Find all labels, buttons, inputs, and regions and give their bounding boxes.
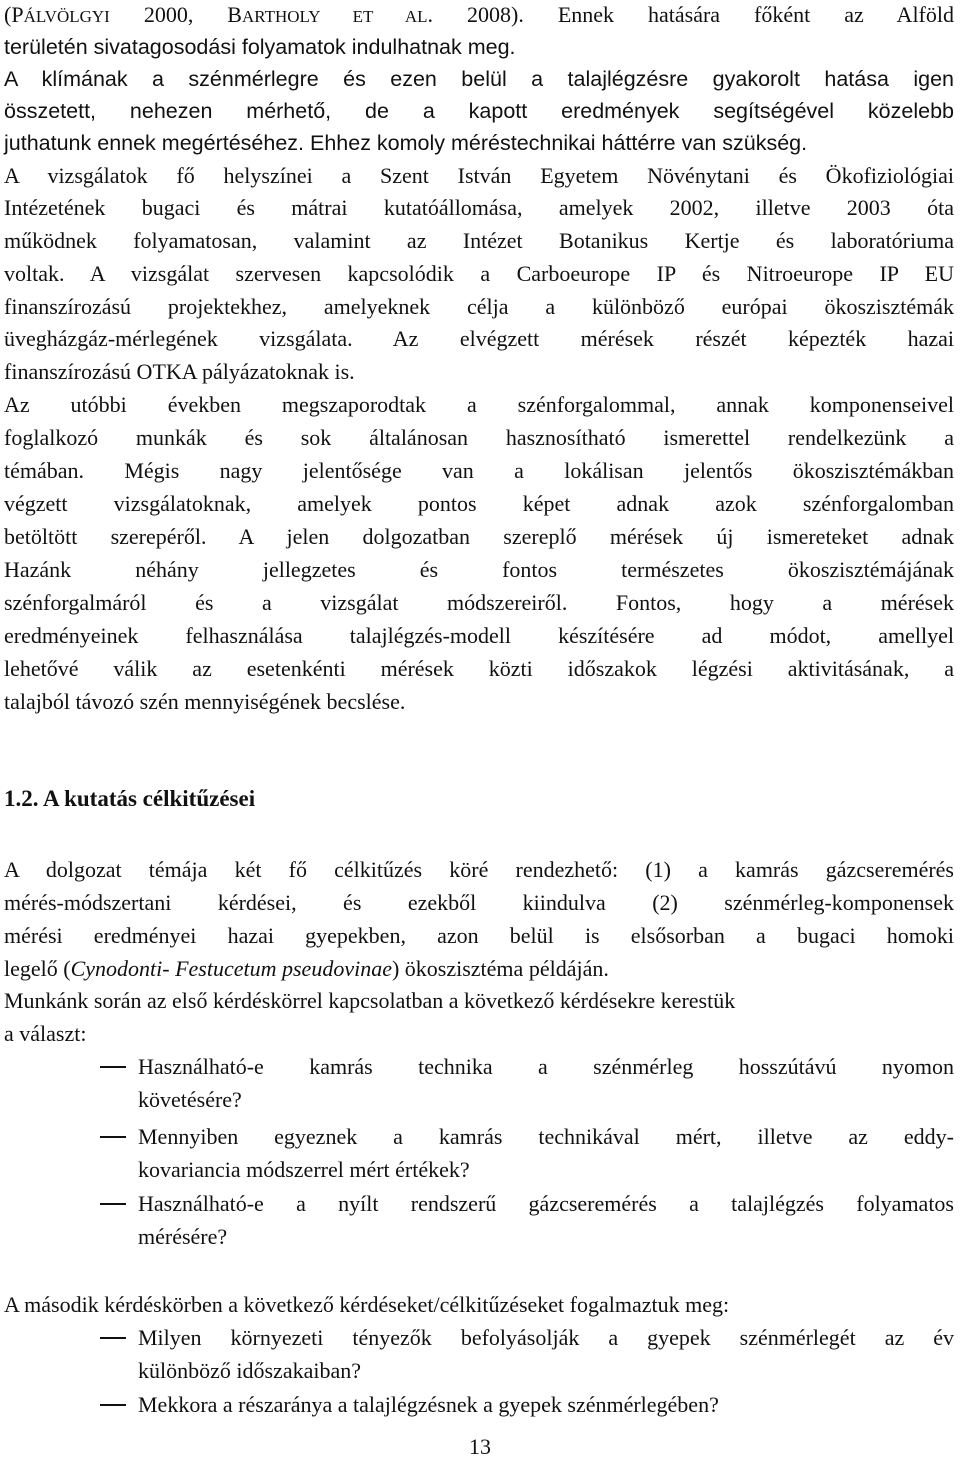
- text-line: A vizsgálatok fő helyszínei a Szent István Egyetem Növénytani és Ökofiziológiai: [4, 163, 954, 188]
- section-number: 1.2.: [4, 786, 39, 811]
- dash-bullet-icon: [100, 1404, 126, 1406]
- text-line: területén sivatagosodási folyamatok indulhatnak meg.: [4, 35, 516, 59]
- dash-bullet-icon: [100, 1136, 126, 1138]
- text-line: szénforgalmáról és a vizsgálat módszereiről. Fontos, hogy a mérések: [4, 590, 954, 615]
- text-line: finanszírozású OTKA pályázatoknak is.: [4, 359, 355, 384]
- text-line: Munkánk során az első kérdéskörrel kapcsolatban a következő kérdésekre kerestük: [4, 988, 736, 1013]
- text-line: foglalkozó munkák és sok általánosan hasznosítható ismerettel rendelkezünk a: [4, 425, 954, 450]
- text-line: Hazánk néhány jellegzetes és fontos természetes ökoszisztémájának: [4, 557, 954, 582]
- page-number: 13: [469, 1434, 491, 1459]
- species-name: Cynodonti- Festucetum pseudovinae: [70, 956, 392, 981]
- text-line: összetett, nehezen mérhető, de a kapott eredmények segítségével közelebb: [4, 99, 954, 123]
- text-line: legelő (Cynodonti- Festucetum pseudovinae) ökoszisztéma példáján.: [4, 956, 609, 981]
- text-line: (PÁLVÖLGYI 2000, BARTHOLY ET AL. 2008). Ennek hatására főként az Alföld: [4, 2, 954, 27]
- text-line: Intézetének bugaci és mátrai kutatóállomása, amelyek 2002, illetve 2003 óta: [4, 195, 954, 220]
- dash-bullet-icon: [100, 1203, 126, 1205]
- text-line: a választ:: [4, 1021, 87, 1046]
- text-line: üvegházgáz-mérlegének vizsgálata. Az elvégzett mérések részét képezték hazai: [4, 326, 954, 351]
- text-line: talajból távozó szén mennyiségének becslése.: [4, 689, 406, 714]
- text-line: A klímának a szénmérlegre és ezen belül a talajlégzésre gyakorolt hatása igen: [4, 67, 954, 91]
- text-line: juthatunk ennek megértéséhez. Ehhez komoly méréstechnikai háttérre van szükség.: [4, 131, 808, 155]
- text-line: mérési eredményei hazai gyepekben, azon belül is elsősorban a bugaci homoki: [4, 923, 954, 948]
- text-line: végzett vizsgálatoknak, amelyek pontos képet adnak azok szénforgalomban: [4, 491, 954, 516]
- section-title: A kutatás célkitűzései: [42, 786, 256, 811]
- text-line: lehetővé válik az esetenkénti mérések közti időszakok légzési aktivitásának, a: [4, 656, 954, 681]
- text-line: mérés-módszertani kérdései, és ezekből kiindulva (2) szénmérleg-komponensek: [4, 890, 954, 915]
- text-line: A dolgozat témája két fő célkitűzés köré rendezhető: (1) a kamrás gázcseremérés: [4, 857, 954, 882]
- section-heading: [4, 786, 954, 812]
- text-line: A második kérdéskörben a következő kérdéseket/célkitűzéseket fogalmaztuk meg:: [4, 1292, 730, 1317]
- text-line: betöltött szerepéről. A jelen dolgozatban szereplő mérések új ismereteket adnak: [4, 524, 954, 549]
- text-line: voltak. A vizsgálat szervesen kapcsolódik a Carboeurope IP és Nitroeurope IP EU: [4, 261, 954, 286]
- text-line: témában. Mégis nagy jelentősége van a lokálisan jelentős ökoszisztémákban: [4, 458, 954, 483]
- text-line: működnek folyamatosan, valamint az Intézet Botanikus Kertje és laboratóriuma: [4, 228, 954, 253]
- dash-bullet-icon: [100, 1066, 126, 1068]
- text-line: eredményeinek felhasználása talajlégzés-modell készítésére ad módot, amellyel: [4, 623, 954, 648]
- dash-bullet-icon: [100, 1337, 126, 1339]
- text-line: finanszírozású projektekhez, amelyeknek célja a különböző európai ökoszisztémák: [4, 294, 954, 319]
- text-line: Az utóbbi években megszaporodtak a szénforgalommal, annak komponenseivel: [4, 392, 954, 417]
